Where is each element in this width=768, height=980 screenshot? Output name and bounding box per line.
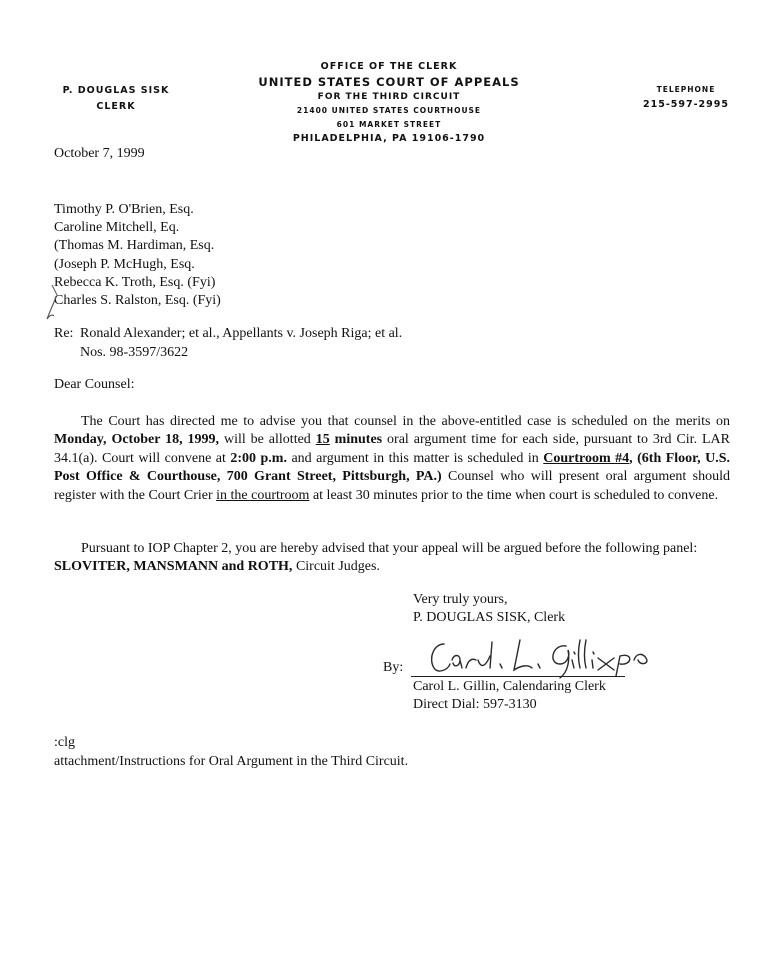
letterhead-center — [234, 59, 544, 147]
letterhead-right — [636, 82, 736, 112]
body-paragraph-2: Pursuant to IOP Chapter 2, you are hereby advised that your appeal will be argued before the following panel: SLOVITER, MANSMANN and ROTH, Circuit Judges. — [54, 541, 698, 575]
clerk-signature-line: P. DOUGLAS SISK, Clerk — [413, 609, 566, 625]
body-paragraph-1: The Court has directed me to advise you that counsel in the above-entitled case is scheduled on the merits on Monday, October 18, 1999, will be allotted 15 minutes oral argument time for each side, pursuant to 3rd Cir. LAR 34.1(a). Court will convene at 2:00 p.m. and argument in this matter is scheduled in Courtroom #4, (6th Floor, U.S. Post Office & Courthouse, 700 Grant Street, Pittsburgh, PA.) Counsel who will present oral argument should register with the Court Crier in the courtroom at least 30 minutes prior to the time when court is scheduled to convene. — [54, 414, 731, 503]
closing-block — [413, 591, 565, 626]
telephone-label: TELEPHONE — [656, 85, 716, 94]
letter-date: October 7, 1999 — [54, 146, 145, 161]
addressee: (Thomas M. Hardiman, Esq. — [54, 238, 215, 254]
street-address: 601 MARKET STREET — [336, 120, 442, 129]
telephone-number: 215-597-2995 — [643, 99, 729, 110]
by-label: By: — [383, 660, 404, 675]
handwritten-signature — [420, 630, 670, 680]
footer-notes — [54, 734, 408, 771]
valediction: Very truly yours, — [413, 592, 508, 607]
re-label: Re: — [54, 326, 74, 341]
signature-line — [411, 676, 625, 677]
case-numbers: Nos. 98-3597/3622 — [80, 344, 189, 360]
direct-dial: Direct Dial: 597-3130 — [413, 697, 537, 712]
circuit-name: FOR THE THIRD CIRCUIT — [317, 92, 461, 102]
addressee: Caroline Mitchell, Eq. — [54, 220, 180, 236]
city-address: PHILADELPHIA, PA 19106-1790 — [292, 133, 486, 144]
re-block — [54, 325, 402, 362]
clerk-name: P. DOUGLAS SISK — [62, 85, 170, 96]
court-name: UNITED STATES COURT OF APPEALS — [258, 75, 520, 89]
addressee: Rebecca K. Troth, Esq. (Fyi) — [54, 274, 216, 290]
clerk-title: CLERK — [96, 101, 136, 112]
letterhead-left — [56, 83, 176, 115]
signer-block — [413, 678, 606, 714]
addressee-list — [54, 201, 221, 310]
case-caption: Ronald Alexander; et al., Appellants v. Joseph Riga; et al. — [80, 326, 403, 341]
addressee: Charles S. Ralston, Esq. (Fyi) — [54, 293, 221, 309]
typist-initials: :clg — [54, 735, 75, 750]
addressee: Timothy P. O'Brien, Esq. — [54, 202, 194, 217]
attachment-note: attachment/Instructions for Oral Argument in the Third Circuit. — [54, 753, 409, 769]
office-name: OFFICE OF THE CLERK — [320, 61, 458, 72]
signer-name: Carol L. Gillin, Calendaring Clerk — [413, 679, 606, 694]
salutation: Dear Counsel: — [54, 377, 135, 392]
addressee: (Joseph P. McHugh, Esq. — [54, 256, 195, 272]
courthouse-address: 21400 UNITED STATES COURTHOUSE — [296, 106, 482, 115]
checkmark-annotation — [44, 281, 64, 321]
